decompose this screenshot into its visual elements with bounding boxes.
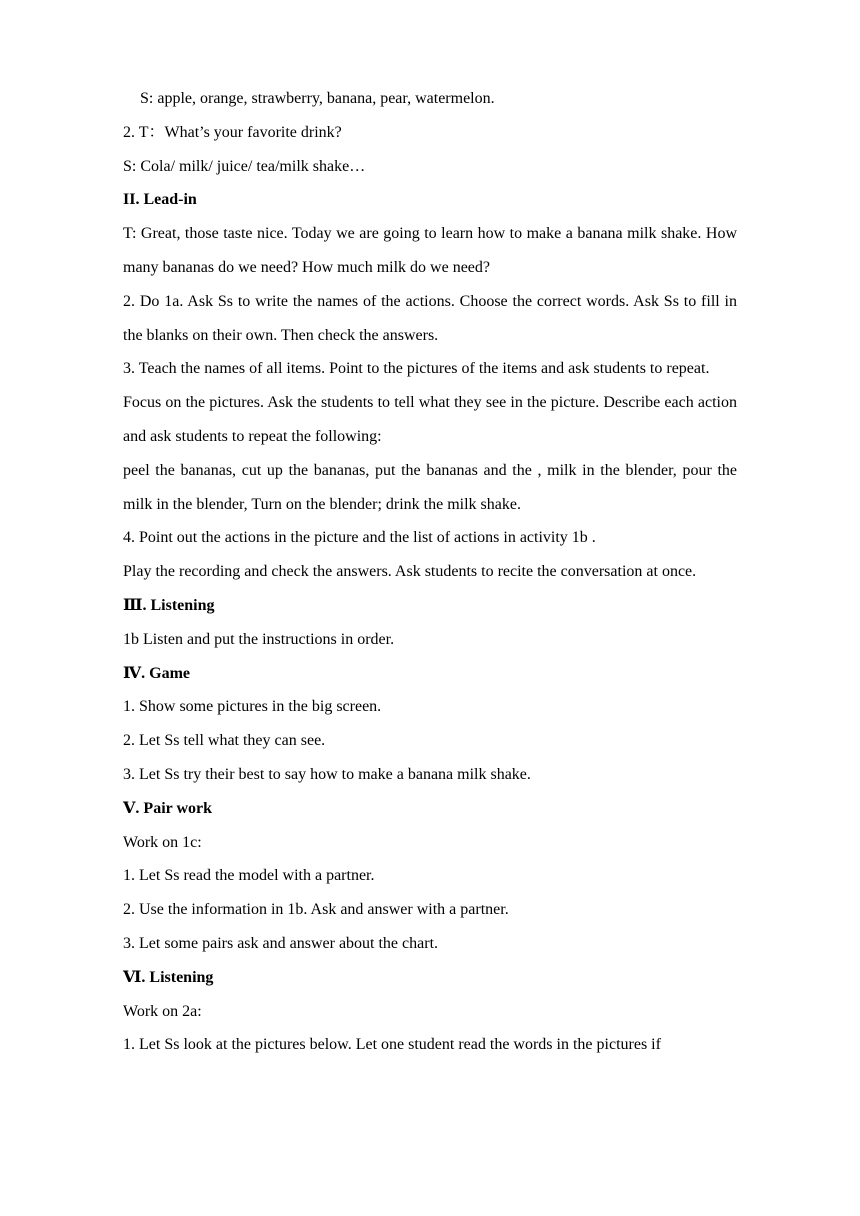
- listening-2a-intro: Work on 2a:: [123, 1002, 202, 1020]
- step-3-paragraph: 3. Teach the names of all items. Point to the pictures of the items and ask students to repeat.: [123, 360, 710, 378]
- game-step-3: 3. Let Ss try their best to say how to make a banana milk shake.: [123, 765, 531, 783]
- focus-paragraph: Focus on the pictures. Ask the students to tell what they see in the picture. Describe each action and ask students to repeat the following:: [123, 394, 737, 445]
- game-step-2: 2. Let Ss tell what they can see.: [123, 732, 326, 750]
- section-heading-game: Ⅳ. Game: [123, 664, 191, 682]
- section-heading-pair-work: Ⅴ. Pair work: [123, 799, 212, 817]
- step-2-paragraph: 2. Do 1a. Ask Ss to write the names of the actions. Choose the correct words. Ask Ss to fill in the blanks on their own. Then check the answers.: [123, 292, 737, 344]
- pair-work-step-3: 3. Let some pairs ask and answer about the chart.: [123, 934, 439, 952]
- pair-work-intro: Work on 1c:: [123, 833, 202, 851]
- pair-work-step-1: 1. Let Ss read the model with a partner.: [123, 867, 375, 885]
- section-heading-listening-1: Ⅲ. Listening: [123, 596, 215, 614]
- section-heading-lead-in: II. Lead-in: [123, 191, 197, 209]
- pair-work-step-2: 2. Use the information in 1b. Ask and answer with a partner.: [123, 901, 509, 919]
- drink-question-line: 2. T：What’s your favorite drink?: [123, 123, 342, 141]
- listening-instruction: 1b Listen and put the instructions in order.: [123, 630, 395, 648]
- game-step-1: 1. Show some pictures in the big screen.: [123, 698, 382, 716]
- listening-2a-step-1: 1. Let Ss look at the pictures below. Let one student read the words in the pictures if: [123, 1036, 661, 1054]
- recording-paragraph: Play the recording and check the answers. Ask students to recite the conversation at once.: [123, 563, 697, 581]
- fruit-answer-line: S: apple, orange, strawberry, banana, pear, watermelon.: [140, 90, 495, 107]
- section-heading-listening-2: Ⅵ. Listening: [123, 968, 214, 986]
- actions-paragraph: peel the bananas, cut up the bananas, put the bananas and the , milk in the blender, pour the milk in the blender, Turn on the blender; drink the milk shake.: [123, 461, 737, 513]
- document-body: [123, 82, 737, 1062]
- step-4-paragraph: 4. Point out the actions in the picture and the list of actions in activity 1b .: [123, 529, 596, 547]
- lead-in-paragraph: T: Great, those taste nice. Today we are going to learn how to make a banana milk shake. How many bananas do we need? How much milk do we need?: [123, 225, 737, 276]
- drink-answer-line: S: Cola/ milk/ juice/ tea/milk shake…: [123, 157, 366, 175]
